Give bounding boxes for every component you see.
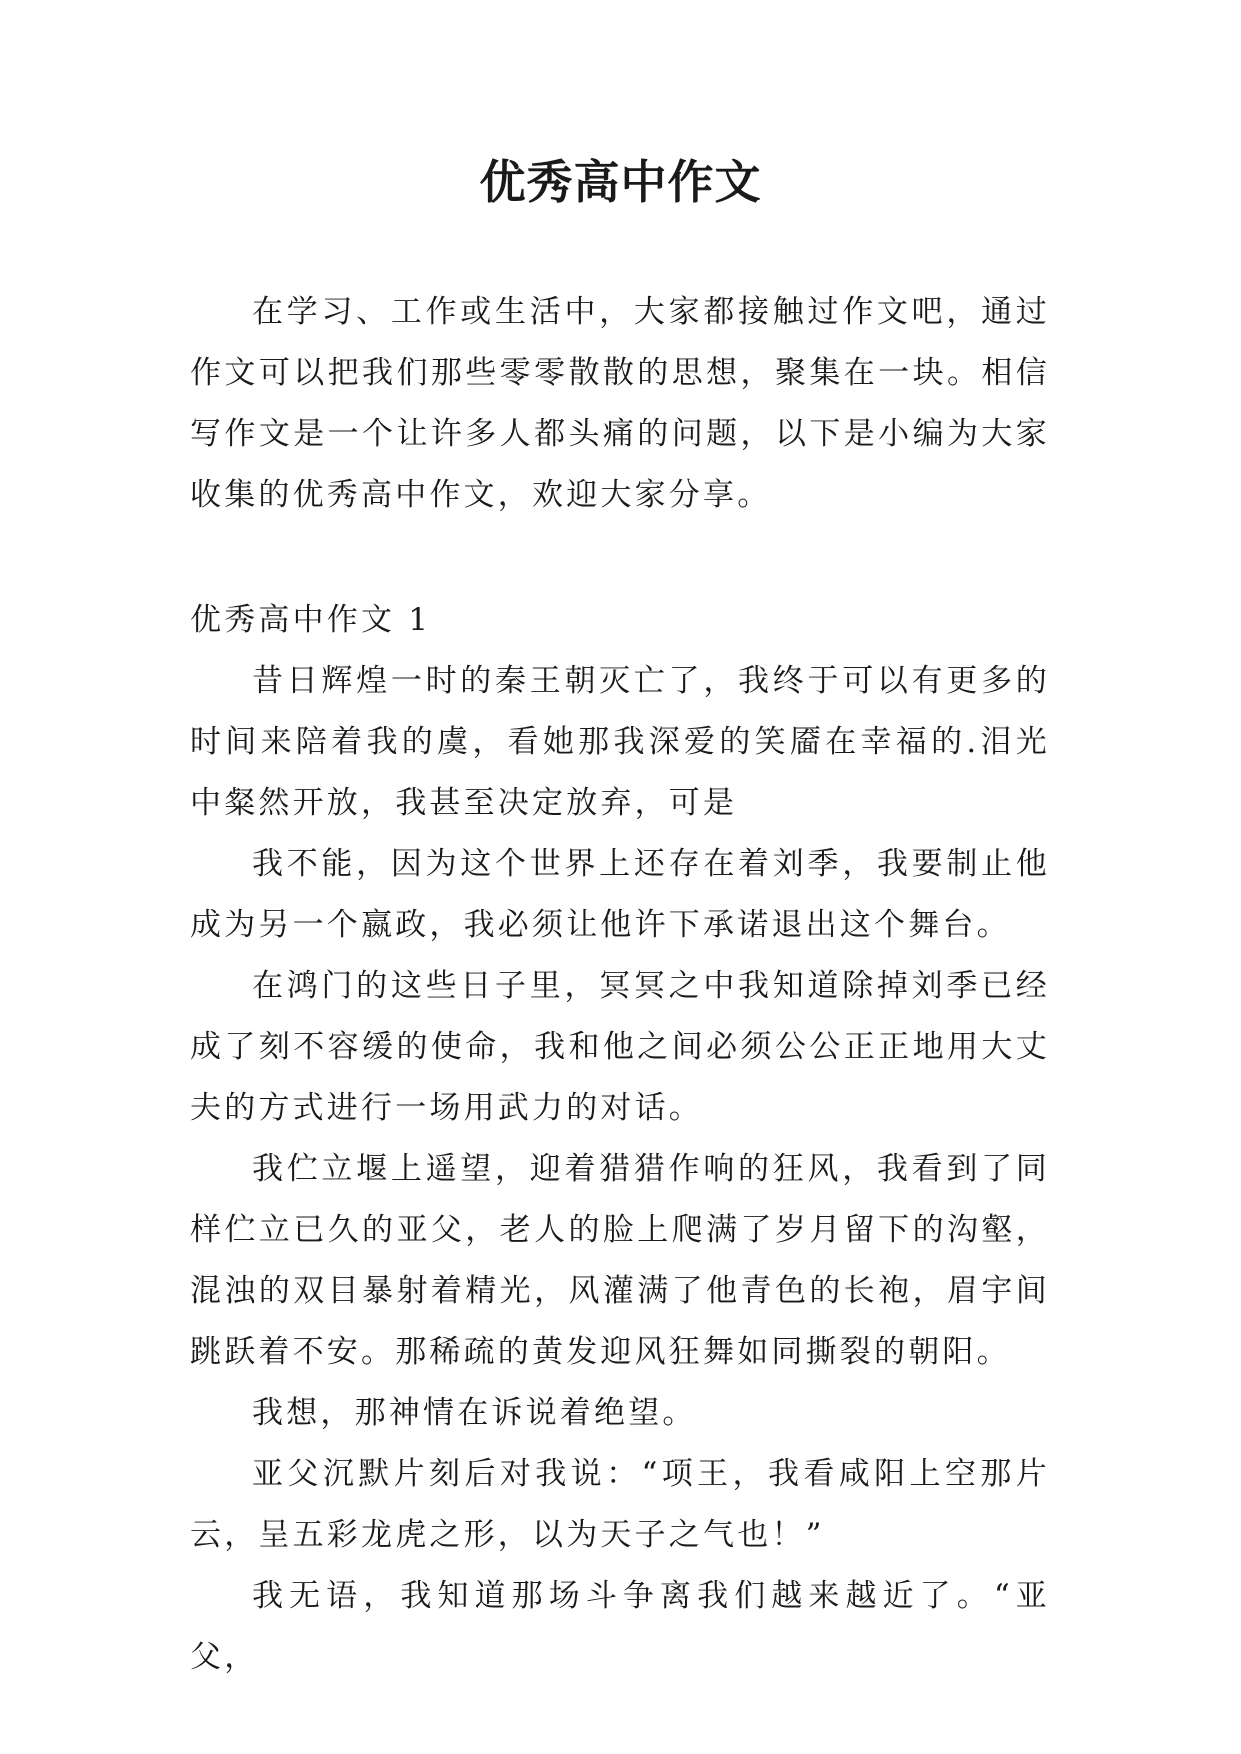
body-paragraph: 在鸿门的这些日子里，冥冥之中我知道除掉刘季已经成了刻不容缓的使命，我和他之间必须公公正正地用大丈夫的方式进行一场用武力的对话。 <box>190 968 1050 1126</box>
document-title: 优秀高中作文 <box>479 155 762 209</box>
document-body <box>190 282 1050 1688</box>
body-paragraph: 我伫立堰上遥望，迎着猎猎作响的狂风，我看到了同样伫立已久的亚父，老人的脸上爬满了岁月留下的沟壑，混浊的双目暴射着精光，风灌满了他青色的长袍，眉宇间跳跃着不安。那稀疏的黄发迎风狂舞如同撕裂的朝阳。 <box>190 1151 1050 1370</box>
body-paragraph: 昔日辉煌一时的秦王朝灭亡了，我终于可以有更多的时间来陪着我的虞，看她那我深爱的笑靥在幸福的.泪光中粲然开放，我甚至决定放弃，可是 <box>190 663 1050 821</box>
body-paragraph: 我想，那神情在诉说着绝望。 <box>252 1395 697 1431</box>
body-paragraph: 我不能，因为这个世界上还存在着刘季，我要制止他成为另一个嬴政，我必须让他许下承诺退出这个舞台。 <box>190 846 1050 943</box>
body-paragraph: 我无语，我知道那场斗争离我们越来越近了。“亚父， <box>190 1578 1050 1675</box>
body-paragraph: 亚父沉默片刻后对我说：“项王，我看咸阳上空那片云，呈五彩龙虎之形，以为天子之气也！” <box>190 1456 1050 1553</box>
section-heading: 优秀高中作文 1 <box>190 602 432 638</box>
intro-paragraph: 在学习、工作或生活中，大家都接触过作文吧，通过作文可以把我们那些零零散散的思想，聚集在一块。相信写作文是一个让许多人都头痛的问题，以下是小编为大家收集的优秀高中作文，欢迎大家分享。 <box>190 294 1050 513</box>
